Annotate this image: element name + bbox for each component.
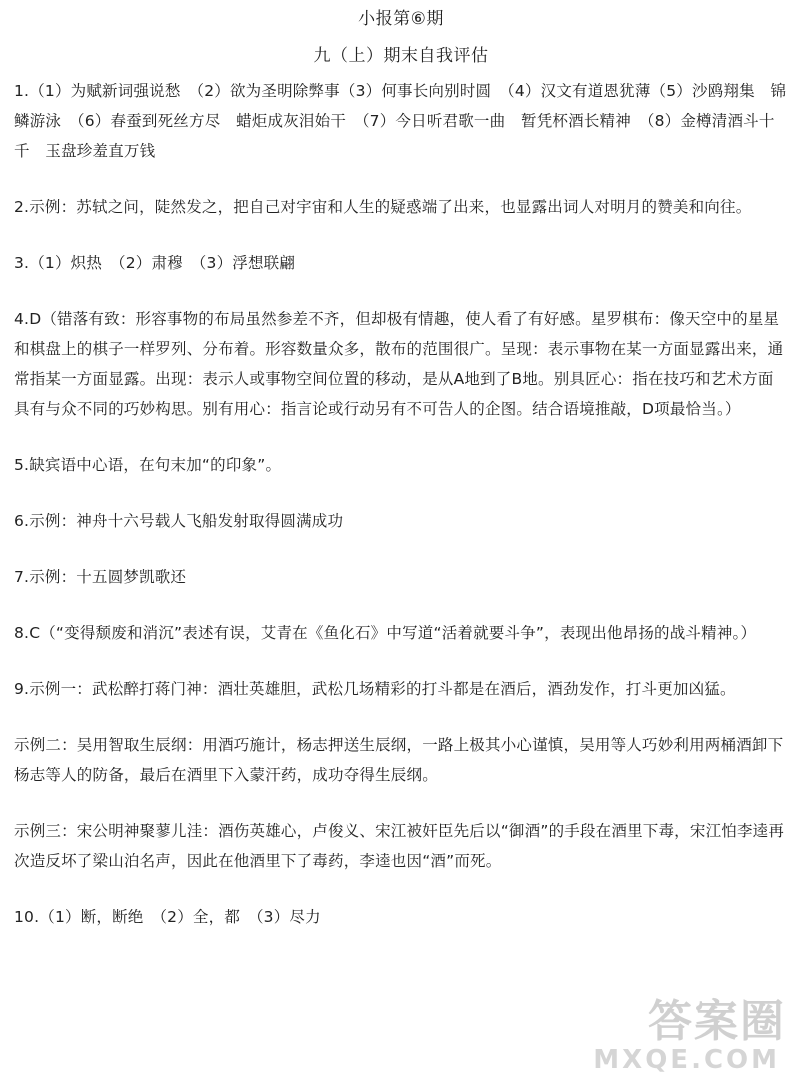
answer-10: 10.（1）断，断绝 （2）全，都 （3）尽力 [14,908,321,926]
watermark-brand: 答案圈 [648,996,786,1047]
answer-9-example-1: 9.示例一：武松醉打蒋门神：酒壮英雄胆，武松几场精彩的打斗都是在酒后，酒劲发作，打斗更加凶猛。 [14,680,736,698]
watermark-logo [544,985,794,1075]
answer-9-example-3: 示例三：宋公明神聚蓼儿洼：酒伤英雄心，卢俊义、宋江被奸臣先后以“御酒”的手段在酒里下毒，宋江怕李逵再次造反坏了梁山泊名声，因此在他酒里下了毒药，李逵也因“酒”而死。 [14,822,785,870]
answer-8: 8.C（“变得颓废和消沉”表述有误，艾青在《鱼化石》中写道“活着就要斗争”，表现出他昂扬的战斗精神。） [14,624,757,642]
page-title: 九（上）期末自我评估 [313,46,489,66]
answer-7: 7.示例：十五圆梦凯歌还 [14,568,187,586]
watermark-site: MXQE.COM [593,1045,780,1075]
answer-1: 1.（1）为赋新词强说愁 （2）欲为圣明除弊事（3）何事长向别时圆 （4）汉文有道恩犹薄（5）沙鸥翔集 锦鳞游泳 （6）春蚕到死丝方尽 蜡炬成灰泪始干 （7）今日听君歌一曲 暂凭杯酒长精神 （8）金樽清酒斗十千 玉盘珍羞直万钱 [14,82,787,160]
answer-9-example-2: 示例二：吴用智取生辰纲：用酒巧施计，杨志押送生辰纲，一路上极其小心谨慎，吴用等人巧妙利用两桶酒卸下杨志等人的防备，最后在酒里下入蒙汗药，成功夺得生辰纲。 [14,736,784,784]
answer-3: 3.（1）炽热 （2）肃穆 （3）浮想联翩 [14,254,296,272]
answer-5: 5.缺宾语中心语，在句末加“的印象”。 [14,456,282,474]
answer-4: 4.D（错落有致：形容事物的布局虽然参差不齐，但却极有情趣，使人看了有好感。星罗棋布：像天空中的星星和棋盘上的棋子一样罗列、分布着。形容数量众多，散布的范围很广。呈现：表示事物在某一方面显露出来，通常指某一方面显露。出现：表示人或事物空间位置的移动，是从A地到了B地。别具匠心：指在技巧和艺术方面具有与众不同的巧妙构思。别有用心：指言论或行动另有不可告人的企图。结合语境推敲，D项最恰当。） [14,310,784,418]
issue-label: 小报第⑥期 [358,9,444,29]
answer-2: 2.示例：苏轼之问，陡然发之，把自己对宇宙和人生的疑惑端了出来，也显露出词人对明月的赞美和向往。 [14,198,752,216]
answer-6: 6.示例：神舟十六号载人飞船发射取得圆满成功 [14,512,344,530]
